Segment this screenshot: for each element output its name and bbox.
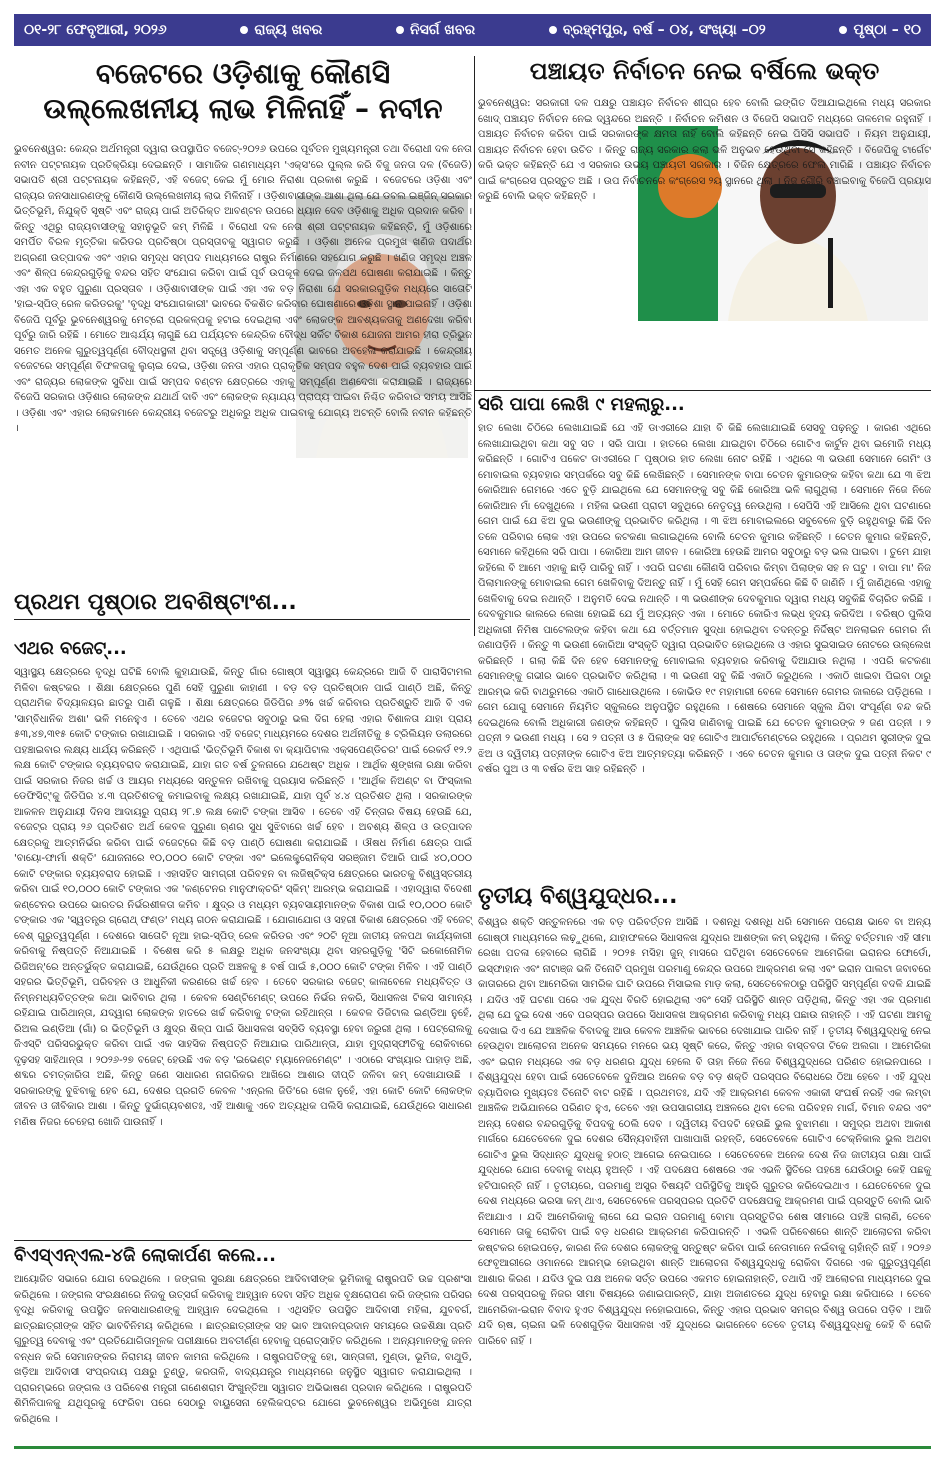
masthead-section-state: ରାଜ୍ୟ ଖବର	[234, 22, 322, 38]
budget-body: ସ୍ୱାସ୍ଥ୍ୟ କ୍ଷେତ୍ରରେ ବୃଦ୍ଧି ଘଟିଛି ବୋଲି କୁହାଯାଉଛି, କିନ୍ତୁ ଗାଁର ଗୋଷ୍ଠୀ ସ୍ୱାସ୍ଥ୍ୟ କେନ୍ଦ୍ରରେ ଆଜି ବି ପାରାସିଟାମଲ ମିଳିବା କଷ୍ଟକର । ଶିକ୍ଷା କ୍ଷେତ୍ରରେ ପୁଣି ସେହି ପୁରୁଣା କାହାଣୀ । ବଡ଼ ବଡ଼ ପ୍ରତିଷ୍ଠାନ ପାଇଁ ପାଣ୍ଠି ଅଛି, କିନ୍ତୁ ପ୍ରାଥମିକ ବିଦ୍ୟାଳୟର ଛାତରୁ ପାଣି ଗଳୁଛି । ଶିକ୍ଷା କ୍ଷେତ୍ରରେ ଜିଡିପିର ୬% ଖର୍ଚ୍ଚ କରିବାର ପ୍ରତିଶ୍ରୁତି ଆଜି ବି ଏକ 'ସାମ୍ବିଧାନିକ ଅଶା' ଭଳି ମନେହୁଏ । ତେବେ ଏଥର ବଜେଟର ସବୁଠାରୁ ଭଲ ଦିଗ ହେଲା ଏହାର ବିଶାଳତା ଯାହା ପ୍ରାୟ ୫୩,୪୭,୩୧୫ କୋଟି ଟଙ୍କାର ରଖାଯାଇଛି । ସରକାର ଏହି ବଜେଟ୍ ମାଧ୍ୟମରେ ଦେଶର ଅର୍ଥନୀତିକୁ ୫ ଟ୍ରିଲିୟନ ଡଲାରରେ ପହଞ୍ଚାଇବାର ଲକ୍ଷ୍ୟ ଧାର୍ଯ୍ୟ କରିଛନ୍ତି । ଏଥିପାଇଁ 'ଭିତ୍ତିଭୂମି ବିକାଶ ବା କ୍ୟାପିଟାଲ ଏକ୍ସପେଣ୍ଡିଚର' ପାଇଁ ରେକର୍ଡ ୧୨.୨ ଲକ୍ଷ କୋଟି ଟଙ୍କାର ବ୍ୟୟବରାଦ କରାଯାଇଛି, ଯାହା ଗତ ବର୍ଷ ତୁଳନାରେ ଯଥେଷ୍ଟ ଅଧିକ । ଆର୍ଥିକ ଶୃଙ୍ଖଳା ରକ୍ଷା କରିବା ପାଇଁ ସରକାର ନିଜର ଖର୍ଚ୍ଚ ଓ ଆୟର ମଧ୍ୟରେ ସନ୍ତୁଳନ ରଖିବାକୁ ପ୍ରୟାସ କରିଛନ୍ତି । 'ଆର୍ଥିକ ନିଅଣ୍ଟ ବା ଫିସ୍କାଲ ଡେଫିସିଟ୍'କୁ ଜିଡିପିର ୪.୩ ପ୍ରତିଶତକୁ କମାଇବାକୁ ଲକ୍ଷ୍ୟ ରଖାଯାଇଛି, ଯାହା ପୂର୍ବ ୪.୪ ପ୍ରତିଶତ ଥିଲା । ସରକାରଙ୍କ ଆକଳନ ଅନୁଯାୟୀ ଦିନସ ଆଦାୟରୁ ପ୍ରାୟ ୨୮.୭ ଲକ୍ଷ କୋଟି ଟଙ୍କା ଆସିବ । ତେବେ ଏହି ଚିନ୍ତାର ବିଷୟ ହେଉଛି ଯେ, ବଜେଟ୍‌ର ପ୍ରାୟ ୨୬ ପ୍ରତିଶତ ଅର୍ଥ କେବଳ ପୁରୁଣା ଋଣର ସୁଧ ସୁଝିବାରେ ଖର୍ଚ୍ଚ ହେବ । ଅବଶ୍ୟ ଶିଳ୍ପ ଓ ଉତ୍ପାଦନ କ୍ଷେତ୍ରକୁ ଆତ୍ମନିର୍ଭର କରିବା ପାଇଁ ବଜେଟ୍‌ରେ କିଛି ବଡ଼ ପାଣ୍ଠି ଘୋଷଣା କରାଯାଇଛି । ଔଷଧ ନିର୍ମାଣ କ୍ଷେତ୍ର ପାଇଁ 'ବାୟୋ-ଫାର୍ମା ଶକ୍ତି' ଯୋଜନାରେ ୧୦,୦୦୦ କୋଟି ଟଙ୍କା ଏବଂ ଇଲେକ୍ଟ୍ରୋନିକ୍ସ ସରଞ୍ଜାମ ତିଆରି ପାଇଁ ୪୦,୦୦୦ କୋଟି ଟଙ୍କାର ବ୍ୟୟବରାଦ ହୋଇଛି । ଏହାସହିତ ସାମଗ୍ରୀ ପରିବହନ ବା ଲଜିଷ୍ଟିକ୍ସ କ୍ଷେତ୍ରରେ ଭାରତକୁ ବିଶ୍ୱସ୍ତରୀୟ କରିବା ପାଇଁ ୧୦,୦୦୦ କୋଟି ଟଙ୍କାର ଏକ 'କଣ୍ଟେନର ମାନୁଫାକ୍ଚରିଂ ସ୍କିମ୍' ଆରମ୍ଭ କରାଯାଇଛି । ଏହାଦ୍ୱାରା ବିଦେଶୀ କଣ୍ଟେନର ଉପରେ ଭାରତର ନିର୍ଭରଶୀଳତା କମିବ । କ୍ଷୁଦ୍ର ଓ ମଧ୍ୟମ ବ୍ୟବସାୟୀମାନଙ୍କ ବିକାଶ ପାଇଁ ୧୦,୦୦୦ କୋଟି ଟଙ୍କାର ଏକ 'ସ୍ୱତନ୍ତ୍ର ଗ୍ରୋଥ୍ ଫଣ୍ଡ' ମଧ୍ୟ ଗଠନ କରାଯାଇଛି । ଯୋଗାଯୋଗ ଓ ସହରୀ ବିକାଶ କ୍ଷେତ୍ରରେ ଏହି ବଜେଟ୍ ବେଶ୍ ଗୁରୁତ୍ୱପୂର୍ଣ୍ଣ । ଦେଶରେ ସାତୋଟି ନୂଆ ହାଇ-ସ୍ପିଡ୍ ରେଳ କରିଡର ଏବଂ ୨୦ଟି ନୂଆ ଜାତୀୟ ଜଳପଥ କାର୍ଯ୍ୟକାରୀ କରିବାକୁ ନିଷ୍ପତ୍ତି ନିଆଯାଇଛି । ବିଶେଷ କରି ୫ ଲକ୍ଷରୁ ଅଧିକ ଜନସଂଖ୍ୟା ଥିବା ସହରଗୁଡ଼ିକୁ 'ସିଟି ଇକୋନୋମିକ ରିଜିଅନ୍'ରେ ଅନ୍ତର୍ଭୁକ୍ତ କରାଯାଇଛି, ଯେଉଁଥିରେ ପ୍ରତି ଅଞ୍ଚଳକୁ ୫ ବର୍ଷ ପାଇଁ ୫,୦୦୦ କୋଟି ଟଙ୍କା ମିଳିବ । ଏହି ପାଣ୍ଠି ସହରର ଭିତ୍ତିଭୂମି, ପରିବହନ ଓ ଆଧୁନିକୀ କରଣରେ ଖର୍ଚ୍ଚ ହେବ । ତେବେ ସରକାର ବଜେଟ୍ କାଳାବେଳେ ମଧ୍ୟବିତ୍ତ ଓ ନିମ୍ନମଧ୍ୟବିତ୍ତଙ୍କ କଥା ଭାବିବାର ଥିଲା । କେବଳ ସେଣ୍ଟିମେଣ୍ଟ୍ ଉପରେ ନିର୍ଭର ନକରି, ସିଧାସଳଖ ଟିକସ ସାମାନ୍ୟ ରହିଯାଇ ପାରିଥାନ୍ତା, ଯଦ୍ୱାରା ଲୋକଙ୍କ ହାତରେ ଖର୍ଚ୍ଚ କରିବାକୁ ଟଙ୍କା ରହିଥାନ୍ତା । କେବଳ ଡିଜିଟାଲ ଇଣ୍ଡିଆ ନୁହେଁ, ରିଅଲ ଇଣ୍ଡିଆ (ଗାଁ) ର ଭିତ୍ତିଭୂମି ଓ କ୍ଷୁଦ୍ର ଶିଳ୍ପ ପାଇଁ ସିଧାସଳଖ ସବ୍‌ସିଡି ବ୍ୟବସ୍ଥା ହେବା ଜରୁରୀ ଥିଲା । ପେଟ୍ରୋଲକୁ ଜିଏସ୍‌ଟି ପରିସରଭୁକ୍ତ କରିବା ପାଇଁ ଏକ ସାହସିକ ନିଷ୍ପତ୍ତି ନିଆଯାଇ ପାରିଥାନ୍ତା, ଯାହା ମୁଦ୍ରାସ୍ଫୀତିକୁ ରୋକିବାରେ ଦୃଢ଼ସହ ସାହିଥାନ୍ତା । ୨୦୨୬-୨୭ ବଜେଟ୍ ହେଉଛି ଏକ ବଡ଼ 'ଇଭେଣ୍ଟ ମ୍ୟାନେଜମେଣ୍ଟ' । ଏଠାରେ ସଂଖ୍ୟାର ପାହାଡ଼ ଅଛି, ଶବ୍ଦର ଚମତ୍କାରିତା ଅଛି, କିନ୍ତୁ ଜଣେ ସାଧାରଣ ନାଗରିକର ଆଖିରେ ଆଶାର ଦୀପ୍ତି ଜଳିବା କମ୍ ଦେଖାଯାଉଛି । ସରକାରଙ୍କୁ ବୁଝିବାକୁ ହେବ ଯେ, ଦେଶର ପ୍ରଗତି କେବଳ 'ଏନ୍ରଲ ଜିଡି'ରେ ଖେଳ ନୁହେଁ, ଏହା କୋଟି କୋଟି ଲୋକଙ୍କ ଜୀବନ ଓ ଜୀବିକାର ଆଶା । କିନ୍ତୁ ଦୁର୍ଭାଗ୍ୟବଶତଃ, ଏହି ଆଶାକୁ ଏବେ ଅତ୍ୟଧିକ ପଲିସି କରାଯାଇଛି, ଯେଉଁଥିରେ ସାଧାରଣ ମଣିଷ ନିଜର ଚେହେରା ଖୋଜି ପାଉନାହିଁ ।	[14, 667, 472, 1128]
issue-date: ୦୧-୨୮ ଫେବୃଆରୀ, ୨୦୨୬	[24, 22, 167, 38]
ww3-title: ତୃତୀୟ ବିଶ୍ୱଯୁଦ୍ଧର...	[478, 884, 678, 909]
ww3-story	[478, 884, 931, 1440]
bsnl-body: ଆୟୋଜିତ ସଭାରେ ଯୋଗ ଦେଇଥିଲେ । ଜଙ୍ଗଲ ସୁରକ୍ଷା କ୍ଷେତ୍ରରେ ଆଦିବାସୀଙ୍କ ଭୂମିକାକୁ ରାଷ୍ଟ୍ରପତି ଉଚ୍ଚ ପ୍ରଶଂସା କରିଥିଲେ । ଜଙ୍ଗଲ ସଂରକ୍ଷଣରେ ନିଜକୁ ଉତ୍ସର୍ଗ କରିବାକୁ ଆହ୍ୱାନ ଦେବା ସହିତ ଅଧିକ ବୃକ୍ଷରୋପଣ କରି ଜଙ୍ଗଲ ପରିସର ବୃଦ୍ଧି କରିବାକୁ ଉପସ୍ଥିତ ଜନସାଧାରଣଙ୍କୁ ଆହ୍ୱାନ ଦେଇଥିଲେ । ଏଥିସହିତ ଉପସ୍ଥିତ ଆଦିବାସୀ ମହିଳା, ଯୁବବର୍ଗ, ଛାତ୍ରଛାତ୍ରୀଙ୍କ ସହିତ ଭାବବିନିମୟ କରିଥିଲେ । ଛାତ୍ରଛାତ୍ରୀଙ୍କ ସହ ଭାବ ଆଦାନପ୍ରଦାନ ସମୟରେ ଉଚ୍ଚଶିକ୍ଷା ପ୍ରତି ଗୁରୁତ୍ୱ ଦେବାକୁ ଏବଂ ପ୍ରତିଯୋଗିତାମୂଳକ ପରୀକ୍ଷାରେ ଅବତୀର୍ଣ୍ଣ ହେବାକୁ ପ୍ରୋତ୍ସାହିତ କରିଥିଲେ । ଅନ୍ୟମାନଙ୍କୁ ଜନନ ବନ୍ଧନ କରି ସେମାନଙ୍କର ନିରାମୟ ଜୀବନ କାମନା କରିଥିଲେ । ରାଷ୍ଟ୍ରପତିଙ୍କୁ ହୋ, ସାନ୍ତାଳୀ, ମୁଣ୍ଡା, ଭୂମିଜ, ବାଥୁଡି, ଖଡ଼ିଆ ଆଦିବାସୀ ସଂପ୍ରଦାୟ ପକ୍ଷରୁ ତୁଣ୍ଡୁ, କରତାଳି, ବାଦ୍ୟଯନ୍ତ୍ର ମାଧ୍ୟମରେ ଜନୁସ୍ଥିତ ସ୍ୱାଗତ କରାଯାଇଥିଲା । ପ୍ରାରମ୍ଭରେ ଜଙ୍ଗଲ ଓ ପରିବେଶ ମନ୍ତ୍ରୀ ଗଣେଶରାମ ସିଂଖୁନ୍ତିଆ ସ୍ୱାଗତ ଅଭିଭାଷଣ ପ୍ରଦାନ କରିଥିଲେ । ରାଷ୍ଟ୍ରପତି ଶିମିଳିପାଳକୁ ଯଥିପୂରକୁ ଫେରିବା ପରେ ସେଠାରୁ ବାୟୁସେନା ହେଲିକପ୍ଟର ଯୋଗେ ଭୁବନେଶ୍ୱର ଅଭିମୁଖେ ଯାତ୍ରା କରିଥିଲେ ।	[14, 1274, 472, 1425]
section-rule	[474, 390, 931, 391]
bhakta-body: ଭୁବନେଶ୍ୱର: ସରକାରୀ ଦଳ ପକ୍ଷରୁ ପଞ୍ଚାୟତ ନିର୍ବାଚନ ଶୀଘ୍ର ହେବ ବୋଲି ଇଙ୍ଗିତ ଦିଆଯାଇଥିଲେ ମଧ୍ୟ ସରକାର ଖୋଦ୍ ପଞ୍ଚାୟତ ନିର୍ବାଚନ ନେଇ ଦ୍ୱନ୍ଦରେ ଅଛନ୍ତି । ନିର୍ବାଚନ କମିଶନ ଓ ବିଜେପି ସଭାପତି ମଧ୍ୟରେ ତାଳମେଳ ରହୁନାହିଁ । ପଞ୍ଚାୟତ ନିର୍ବାଚନ କରିବା ପାଇଁ ସରକାରଙ୍କ କ୍ଷମତା ନାହିଁ ବୋଲି କହିଛନ୍ତି ନେଇ ପିସିସି ସଭାପତି । ନିୟମ ଅନୁଯାୟୀ, ପଞ୍ଚାୟତ ନିର୍ବାଚନ ହେବା ଉଚିତ । କିନ୍ତୁ ରାଜ୍ୟ ସରକାର କଲା ଭଳି ଅନୁଭବ ହେଉଥିବା ସେ କହିଛନ୍ତି । ବିଜେପିକୁ ଟାର୍ଗେଟ କରି ଭକ୍ତ କହିଛନ୍ତି ଯେ ଏ ସରକାର ଉଭୟ ପଞ୍ଚାୟତୀ ସରକାର । ବିଜିନ କ୍ଷେତ୍ରରେ ଫେଲ ମାରିଛି । ପଞ୍ଚାୟତ ନିର୍ବାଚନ ପାଇଁ କଂଗ୍ରେସ ପ୍ରସ୍ତୁତ ଅଛି । ଉପ ନିର୍ବାଚନରେ କଂଗ୍ରେସ ୨ୟ ସ୍ଥାନରେ ଥିଲା । ନିଜ ଗୌରି ବଞ୍ଚାଇବାକୁ ବିଜେପି ପ୍ରୟାସ କରୁଛି ବୋଲି ଭକ୍ତ କହିଛନ୍ତି ।	[478, 98, 931, 202]
budget-title: ଏଥର ବଜେଟ୍...	[14, 638, 127, 659]
bullet-icon	[240, 26, 248, 34]
remainder-banner	[14, 590, 470, 620]
sorry-papa-body: ହାତ ଲେଖା ଚିଠିରେ ଲେଖାଯାଇଛି ଯେ ଏହି ଡାଏରୀରେ ଯାହା ବି କିଛି ଲେଖାଯାଇଛି ସେସବୁ ପଢ଼ନ୍ତୁ । କାରଣ ଏଥିରେ ଲେଖାଯାଇଥିବା କଥା ସବୁ ସତ । ସରି ପାପା । ହାତରେ ଲେଖା ଯାଇଥିବା ଚିଠିରେ ଗୋଟିଏ କାର୍ଟୁନ ଥିବା ଇମୋଜି ମଧ୍ୟ କରିଛନ୍ତି । ଗୋଟିଏ ପକେଟ ଡାଏରୀରେ ୮ ପୃଷ୍ଠାର ହାତ ଲେଖା ନୋଟ ରହିଛି । ଏଥିରେ ୩ ଭଉଣୀ ସେମାନେ ଗେମିଂ ଓ ମୋବାଇଲ ବ୍ୟବହାର ସମ୍ପର୍କରେ ସବୁ କିଛି ଲେଖିଛନ୍ତି । ସେମାନଙ୍କ ବାପା ଚେତନ କୁମାରଙ୍କ କହିବା କଥା ଯେ ୩ ଝିଅ କୋରିଆନ ଗେମରେ ଏତେ ବୁଡ଼ି ଯାଇଥିଲେ ଯେ ସେମାନଙ୍କୁ ସବୁ କିଛି କୋରିଆ ଭଳି ଲାଗୁଥିଲା । ସେମାନେ ନିଜେ ନିଜେ କୋରିଆନ ମାଁ ଦେଖୁଥିଲେ । ମହିଳା ଭଉଣୀ ପ୍ରାଚୀ ସବୁଥିରେ ନେତୃତ୍ୱ ନେଉଥିଲା । ସେପିସି ଏହି ଆସିଲେ ଥିବା ଘଟଣାରେ ଗେମ ପାଇଁ ଯେ ଝିଅ ଦୁଇ ଭଉଣୀଙ୍କୁ ପ୍ରଭାବିତ କରିଥିଲା । ୩ ଝିଅ ମୋବାଇଲରେ ସବୁବେଳେ ବୁଡ଼ି ରହୁଥିବାରୁ କିଛି ଦିନ ତଳେ ପରିବାର ଲୋକ ଏହା ଉପରେ କଟକଣା ଲଗାଇଥିଲେ ବୋଲି ଚେତନ କୁମାର କହିଛନ୍ତି । ଚେତନ କୁମାର କହିଛନ୍ତି, ସେମାନେ କହିଥିଲେ ସରି ପାପା । କୋରିଆ ଆମ ଜୀବନ । କୋରିଆ ହେଉଛି ଆମର ସବୁଠାରୁ ବଡ଼ ଭଲ ପାଇବା । ତୁମେ ଯାହା କହିଲେ ବି ଆମେ ଏହାକୁ ଛାଡ଼ି ପାରିବୁ ନାହିଁ । ଏପରି ଘଟଣା କୌଣସି ପରିବାର କିମ୍ବା ପିଲାଙ୍କ ସହ ନ ଘଟୁ । ବାପା ମା' ନିଜ ପିଲାମାନଙ୍କୁ ମୋବାଇଲ ଗେମ ଖେଳିବାକୁ ଦିଅନ୍ତୁ ନାହିଁ । ମୁଁ ସେହି ଗେମ ସମ୍ପର୍କରେ କିଛି ବି ଜାଣିନି । ମୁଁ ଜାଣିଥିଲେ ଏହାକୁ ଖେଳିବାକୁ ଦେଇ ନଥାନ୍ତି । ଅନୁମତି ଦେଇ ନଥାନ୍ତି । ୩ ଭଉଣୀଙ୍କ ଦେବକୁମାର ଦ୍ୱାରା ମଧ୍ୟ ସବୁକିଛି ବିଚାରିତ କରିଛି । ଦେବକୁମାର କାଲରେ ଲେଖା ହୋଇଛି ଯେ ମୁଁ ଅତ୍ୟନ୍ତ ଏକା । ମୋତେ କୋରିଏ ଲଭ୍ଧ ହୃଦୟ କରିଦିଅ । ବରିଷ୍ଠ ପୁଲିସ ଅଧିକାରୀ ନିମିଷ ପାଟେଲଙ୍କ କହିବା କଥା ଯେ ବର୍ତ୍ତମାନ ସୁଦ୍ଧା ହୋଇଥିବା ତଦନ୍ତରୁ ନିର୍ଦ୍ଦିଷ୍ଟ ଅନଲାଇନ ଗେମର ନାଁ ଜଣାପଡ଼ିନି । କିନ୍ତୁ ୩ ଭଉଣୀ କୋରିଆ ସଂସ୍କୃତି ଦ୍ୱାରା ପ୍ରଭାବିତ ହୋଇଥିଲେ ଓ ଏହାର ସୁଇସାଇଡ ନୋଟରେ ଉଲ୍ଲେଖ କରିଛନ୍ତି । ଗଲା କିଛି ଦିନ ହେବ ସେମାନଙ୍କୁ ମୋବାଇଲ ବ୍ୟବହାର କରିବାକୁ ଦିଆଯାଉ ନଥିଲା । ଏପରି କଟକଣା ସେମାନଙ୍କୁ ଗଭୀର ଭାବେ ପ୍ରଭାବିତ କରିଥିଲା । ୩ ଭଉଣୀ ସବୁ କିଛି ଏକାଠି କରୁଥିଲେ । ଏକାଠି ଖାଇବା ପିଇବା ଠାରୁ ଆରମ୍ଭ କରି ବାଥରୁମରେ ଏକାଠି ଗାଧୋଉଥିଲେ । କୋଭିଡ ୧୯ ମହାମାରୀ ବେଳେ ସେମାନେ ଗେମର ଜାଲରେ ପଡ଼ିଥିଲେ । ଗେମ ଯୋଗୁ ସେମାନେ ନିୟମିତ ସ୍କୁଲରେ ଅନୁପସ୍ଥିତ ରହୁଥିଲେ । ଶେଷରେ ସେମାନେ ସ୍କୁଲ ଯିବା ସଂପୂର୍ଣ୍ଣ ବନ୍ଦ କରି ଦେଇଥିଲେ ବୋଲି ଅଧିକାରୀ ଜଣଙ୍କ କହିଛନ୍ତି । ପୁଲିସ ଜାଣିବାକୁ ପାଇଛି ଯେ ଚେତନ କୁମାରଙ୍କ ୨ ଜଣ ପତ୍ନୀ । ୨ ପତ୍ନୀ ୨ ଭଉଣୀ ମଧ୍ୟ । ସେ ୨ ପତ୍ନୀ ଓ ୫ ପିଲାଙ୍କ ସହ ଗୋଟିଏ ଆପାର୍ଟମେଣ୍ଟରେ ରହୁଥିଲେ । ପ୍ରଥମ ସ୍ତ୍ରୀଙ୍କ ଦୁଇ ଝିଅ ଓ ଦ୍ୱିତୀୟ ପତ୍ନୀଙ୍କ ଗୋଟିଏ ଝିଅ ଆତ୍ମହତ୍ୟା କରିଛନ୍ତି । ଏବେ ଚେତନ କୁମାର ଓ ତାଙ୍କ ଦୁଇ ପତ୍ନୀ ନିକଟ ୯ ବର୍ଷର ପୁଅ ଓ ୩ ବର୍ଷର ଝିଅ ସାହ ରହିଛନ୍ତି ।	[478, 423, 931, 775]
column-divider	[474, 56, 475, 636]
sorry-papa-title: ସରି ପାପା ଲେଖି ୯ ମହଲାରୁ...	[478, 394, 685, 415]
naveen-story	[14, 56, 472, 586]
budget-story	[14, 638, 472, 1128]
bsnl-story	[14, 1240, 472, 1440]
masthead-bar	[14, 14, 931, 46]
remainder-title: ପ୍ରଥମ ପୃଷ୍ଠାର ଅବଶିଷ୍ଟାଂଶ...	[14, 590, 297, 615]
bullet-icon	[396, 26, 404, 34]
bottom-rule	[14, 1446, 931, 1449]
bullet-icon	[839, 26, 847, 34]
naveen-body: ଭୁବନେଶ୍ୱର: କେନ୍ଦ୍ର ଅର୍ଥମନ୍ତ୍ରୀ ଦ୍ୱାରା ଉପସ୍ଥାପିତ ବଜେଟ୍-୨୦୨୬ ଉପରେ ପୂର୍ବତନ ମୁଖ୍ୟମନ୍ତ୍ରୀ ତଥା ବିରୋଧୀ ଦଳ ନେତା ନବୀନ ପଟ୍ଟନାୟକ ପ୍ରତିକ୍ରିୟା ଦେଇଛନ୍ତି । ସାମାଜିକ ଗଣମାଧ୍ୟମ 'ଏକ୍ସ'ରେ ପୁଲ୍ଲ କରି ବିଜୁ ଜନତା ଦଳ (ବିଜେଡି) ସଭାପତି ଶ୍ରୀ ପଟ୍ଟନାୟକ କହିଛନ୍ତି, ଏହି ବଜେଟ୍ କେଇ ମୁଁ ମୋର ନିରାଶା ପ୍ରକାଶ କରୁଛି । ବଜେଟରେ ଓଡ଼ିଶା ଏବଂ ରାଜ୍ୟର ଜନସାଧାରଣଙ୍କୁ କୌଣସି ଉଲ୍ଲେଖନୀୟ ଲାଭ ମିଳିନାହିଁ । ଓଡ଼ିଶାବାସୀଙ୍କ ଆଶା ଥିଲା ଯେ ଡବଲ ଇଞ୍ଜିନ୍ ସରକାର ଭିତ୍ତିଭୂମି, ନିଯୁକ୍ତି ସୃଷ୍ଟି ଏବଂ ରାଜ୍ୟ ପାଇଁ ଅତିରିକ୍ତ ଆବଣ୍ଟନ ଉପରେ ଧ୍ୟାନ ଦେବ ଓଡ଼ିଶାକୁ ଅଧିକ ପ୍ରଦାନ କରିବ । କିନ୍ତୁ ଏଥିରୁ ରାଜ୍ୟବାସୀଙ୍କୁ ସହାନୁଭୂତି କମ୍ ମିଳିଛି । ବିରୋଧୀ ଦଳ ନେତା ଶ୍ରୀ ପଟ୍ଟନାୟକ କହିଛନ୍ତି, ମୁଁ ଓଡ଼ିଶାରେ ସମର୍ପିତ ବିରଳ ମୃତ୍ତିକା କରିଡର ପ୍ରତିଷ୍ଠା ପ୍ରସ୍ତାବକୁ ସ୍ୱାଗତ କରୁଛି । ଓଡ଼ିଶା ଅନେକ ପ୍ରମୁଖ ଖଣିଜ ପଦାର୍ଥର ଅଗ୍ରଣୀ ଉତ୍ପାଦକ ଏବଂ ଏହାର ସମୃଦ୍ଧ ସମ୍ପଦ ମାଧ୍ୟମରେ ରାଷ୍ଟ୍ର ନିର୍ମାଣରେ ସହଯୋଗ କରୁଛି । ଖଣିଜ ସମୃଦ୍ଧ ଅଞ୍ଚଳ ଏବଂ ଶିଳ୍ପ କେନ୍ଦ୍ରଗୁଡ଼ିକୁ ବନ୍ଦର ସହିତ ସଂଯୋଗ କରିବା ପାଇଁ ପୂର୍ବ ଉପକୂଳ ଦେଇ ଜଳପଥ ଘୋଷଣା କରାଯାଇଛି । କିନ୍ତୁ ଏହା ଏକ ବହୁତ ପୁରୁଣା ପ୍ରସ୍ତାବ । ଓଡ଼ିଶାବାସୀଙ୍କ ପାଇଁ ଏହା ଏକ ବଡ଼ ନିରାଶା ଯେ ସରକାରଗୁଡ଼ିକ ମଧ୍ୟରେ ସାତୋଟି 'ହାଇ-ସ୍ପିଡ୍ ରେଳ କରିଡରକୁ' 'ବୃଦ୍ଧି ସଂଯୋଗକାରୀ' ଭାବରେ ବିକଶିତ କରିବାର ଘୋଷଣାରେ ଓଡ଼ିଶା ସ୍ଥାନ ପାଇନାହିଁ । ଓଡ଼ିଶା ବିଜେପି ପୂର୍ବରୁ ଭୁବନେଶ୍ୱରକୁ ମେଟ୍ରୋ ପ୍ରକଳ୍ପକୁ ହଟାଇ ଦେଇଥିଲା ଏବଂ ଲୋକଙ୍କ ଆବଶ୍ୟକତାକୁ ଅଣଦେଖା କରିବା ପୂର୍ବରୁ ଜାରି ରହିଛି । ମୋତେ ଆଶ୍ଚର୍ଯ୍ୟ ଲାଗୁଛି ଯେ ପର୍ଯ୍ୟଟନ କେନ୍ଦ୍ରିକ ବୌଦ୍ଧ ସର୍କିଟ ବିକାଶ ଯୋଜନା ଆମର ହୀରା ତ୍ରିଭୁଜ ସମେତ ଅନେକ ଗୁରୁତ୍ୱପୂର୍ଣ୍ଣ ବୌଦ୍ଧସ୍ଥଳୀ ଥିବା ସତ୍ତ୍ୱେ ଓଡ଼ିଶାକୁ ସମ୍ପୂର୍ଣ୍ଣ ଭାବରେ ଅବହେଳା କରାଯାଇଛି । କେନ୍ଦ୍ରୀୟ ବଜେଟରେ ସମ୍ପୂର୍ଣ୍ଣ ବିଫଳତାକୁ ଲୁଚାଇ ଦେଇ, ଓଡ଼ିଶା ଜନତା ଏହାର ପ୍ରାକୃତିକ ସମ୍ପଦ ବହୁଳ ଦେଶ ପାଇଁ ବ୍ୟବହାର ପାଇଁ ଏବଂ ରାଜ୍ୟର ଲୋକଙ୍କ ସୁବିଧା ପାଇଁ ସମ୍ପଦ ବଣ୍ଟନ କ୍ଷେତ୍ରରେ ଏହାକୁ ସମ୍ପୂର୍ଣ୍ଣ ଅଣଦେଖା କରାଯାଇଛି । ରାଜ୍ୟରେ ବିଜେପି ସରକାର ଓଡ଼ିଶାର ଲୋକଙ୍କ ଯଥାର୍ଥ ଦାବି ଏବଂ ଲୋକଙ୍କ ନ୍ୟାଯ୍ୟ ପ୍ରାପ୍ୟ ପାଇବା ନିଶ୍ଚିତ କରିବାର ସମୟ ଆସିଛି । ଓଡ଼ିଶା ଏବଂ ଏହାର ଲୋକମାନେ କେନ୍ଦ୍ରୀୟ ବଜେଟରୁ ଅଧିକରୁ ଅଧିକ ପାଇବାକୁ ଯୋଗ୍ୟ ଅଟନ୍ତି ବୋଲି ନବୀନ କହିଛନ୍ତି ।	[14, 144, 472, 434]
masthead-section-nisarg: ନିସର୍ଗ ଖବର	[390, 22, 475, 38]
budget-continuation	[14, 940, 472, 1236]
ww3-body: ବିଶ୍ୱର ଶକ୍ତି ସନ୍ତୁଳନରେ ଏକ ବଡ଼ ପରିବର୍ତ୍ତନ ଆସିଛି । ଦଶନ୍ଧି ଦଶନ୍ଧି ଧରି ସେମାନେ ପରୋକ୍ଷ ଭାବେ ବା ଅନ୍ୟ ଗୋଷ୍ଠୀ ମାଧ୍ୟମରେ ଲଢ଼ୁଥିଲେ, ଯାହାଫଳରେ ସିଧାସଳଖ ଯୁଦ୍ଧର ଆଶଙ୍କା କମ୍ ରହୁଥିଲା । କିନ୍ତୁ ବର୍ତ୍ତମାନ ଏହି ସୀମା ରେଖା ପତଳା ହେବାରେ ଲାଗିଛି । ୨୦୨୫ ମସିହା ଜୁନ୍ ମାସରେ ଘଟିଥିବା ସେତେବେଳେ ଆମେରିକା ଇରାନର ଫୋର୍ଡୋ, ଇସ୍‌ଫାହାନ ଏବଂ ନାଟାଞ୍ଜ ଭଳି ତିନୋଟି ପ୍ରମୁଖ ପରମାଣୁ କେନ୍ଦ୍ର ଉପରେ ଆକ୍ରମଣ କଲା ଏବଂ ଇରାନ ପାଲଟା ଜବାବରେ କାତାରରେ ଥିବା ଆମେରିକା ସାମରିକ ଘାଟି ଉପରେ ମିସାଇଲ ମାଡ଼ କଲା, ସେତେବେଳଠାରୁ ପରିସ୍ଥିତି ସମ୍ପୂର୍ଣ୍ଣ ବଦଳି ଯାଇଛି । ଯଦିଓ ଏହି ଘଟଣା ପରେ ଏକ ଯୁଦ୍ଧ ବିରତି ହୋଇଥିଲା ଏବଂ ସେହି ପରିସ୍ଥିତି ଶାନ୍ତ ପଡ଼ିଥିଲା, କିନ୍ତୁ ଏହା ଏକ ପ୍ରମାଣ ଥିଲା ଯେ ଦୁଇ ଦେଶ ଏବେ ପରସ୍ପର ଉପରେ ସିଧାସଳଖ ଆକ୍ରମଣ କରିବାକୁ ମଧ୍ୟ ପଛାଉ ନାହାନ୍ତି । ଏହି ଘଟଣା ଆମକୁ ଦେଖାଇ ଦିଏ ଯେ ଆଞ୍ଚଳିକ ବିବାଦକୁ ଆଉ କେବଳ ଆଞ୍ଚଳିକ ଭାବରେ ଦେଖାଯାଇ ପାରିବ ନାହିଁ । ତୃତୀୟ ବିଶ୍ୱଯୁଦ୍ଧକୁ ନେଇ ହେଉଥିବା ଆଲୋଚନା ଅନେକ ସମୟରେ ମନରେ ଭୟ ସୃଷ୍ଟି କରେ, କିନ୍ତୁ ଏହାର ବାସ୍ତବତା ଟିକେ ଅଲଗା । ଆମେରିକା ଏବଂ ଇରାନ ମଧ୍ୟରେ ଏକ ବଡ଼ ଧରଣର ଯୁଦ୍ଧ ହେଲେ ବି ତାହା ନିଜେ ନିଜେ ବିଶ୍ୱଯୁଦ୍ଧରେ ପରିଣତ ହୋଇନପାରେ । ବିଶ୍ୱଯୁଦ୍ଧ ହେବା ପାଇଁ ସେତେବେଳେ ଦୁନିଆର ଅନେକ ବଡ଼ ବଡ଼ ଶକ୍ତି ପରସ୍ପର ବିରୋଧରେ ଠିଆ ହେବେ । ଏହି ଯୁଦ୍ଧ ବ୍ୟାପିବାର ମୁଖ୍ୟତଃ ତିନୋଟି ବାଟ ରହିଛି । ପ୍ରଥମତଃ, ଯଦି ଏହି ଆକ୍ରମଣ କେବଳ ଏକାକୀ ସଂଘର୍ଷ ନରହି ଏକ ଲମ୍ବା ଆଞ୍ଚଳିକ ଅଭିଯାନରେ ପରିଣତ ହୁଏ, ତେବେ ଏହା ଉପସାଗରୀୟ ଅଞ୍ଚଳରେ ଥିବା ତେଲ ପରିବହନ ମାର୍ଗ, ବିମାନ ବନ୍ଦର ଏବଂ ଅନ୍ୟ ଦେଶର ବନ୍ଦରଗୁଡ଼ିକୁ ବିପଦକୁ ଠେଲି ଦେବ । ଦ୍ୱିତୀୟ ବିପଦଟି ହେଉଛି ଭୁଲ ବୁଝାମଣା । ସମୁଦ୍ର ଅଥବା ଆକାଶ ମାର୍ଗରେ ଯେତେବେଳେ ଦୁଇ ଦେଶର ସୈନ୍ୟବାହିନୀ ପାଖାପାଖି ରହନ୍ତି, ସେତେବେଳେ ଗୋଟିଏ ଟେକ୍ନିକାଲ ଭୁଲ ଅଥବା ଗୋଟିଏ ଭୁଲ ସିଦ୍ଧାନ୍ତ ଯୁଦ୍ଧକୁ ହଠାତ୍ ଆଗେଇ ନେଇପାରେ । ସେତେବେଳେ ଅନେକ ଦେଶ ନିଜ ଜାତୀୟତା ରକ୍ଷା ପାଇଁ ଯୁଦ୍ଧରେ ଯୋଗ ଦେବାକୁ ବାଧ୍ୟ ହୁଅନ୍ତି । ଏହି ପଦକ୍ଷେପ ଶେଷରେ ଏକ ଏଭଳି ସ୍ଥିତିରେ ପହଞ୍ଚେ ଯେଉଁଠାରୁ କେହି ପଛକୁ ହଟିପାରନ୍ତି ନାହିଁ । ତୃତୀୟରେ, ପରମାଣୁ ଅସ୍ତ୍ର ବିଷୟଟି ପରିସ୍ଥିତିକୁ ଆହୁରି ଗୁରୁତର କରିଦେଇଥାଏ । ଯେତେବେଳେ ଦୁଇ ଦେଶ ମଧ୍ୟରେ ଭରସା କମ୍ ଥାଏ, ସେତେବେଳେ ପରସ୍ପରର ପ୍ରତିଟି ପଦକ୍ଷେପକୁ ଆକ୍ରମଣ ପାଇଁ ପ୍ରସ୍ତୁତି ବୋଲି ଭାବି ନିଆଯାଏ । ଯଦି ଆମେରିକାକୁ ଲାଗେ ଯେ ଇରାନ ପରମାଣୁ ବୋମା ପ୍ରସ୍ତୁତିର ଶେଷ ସୀମାରେ ପହଞ୍ଚି ଗଲାଣି, ତେବେ ସେମାନେ ତାକୁ ରୋକିବା ପାଇଁ ବଡ଼ ଧରଣର ଆକ୍ରମଣ କରିପାରନ୍ତି । ଏଭଳି ପରିବେଶରେ ଶାନ୍ତି ଆଲୋଚନା କରିବା କଷ୍ଟକର ହୋଇପଡ଼େ, କାରଣ ନିଜ ଦେଶର ଲୋକଙ୍କୁ ସନ୍ତୁଷ୍ଟ କରିବା ପାଇଁ ନେତାମାନେ ନଇଁବାକୁ ଚାହାଁନ୍ତି ନାହିଁ । ୨୦୨୬ ଫେବୃଆରୀରେ ଓମାନରେ ଆରମ୍ଭ ହୋଇଥିବା ଶାନ୍ତି ଆଲୋଚନା ବିଶ୍ୱଯୁଦ୍ଧକୁ ରୋକିବା ଦିଗରେ ଏକ ଗୁରୁତ୍ୱପୂର୍ଣ୍ଣ ଆଶାର କିରଣ । ଯଦିଓ ଦୁଇ ପକ୍ଷ ଅନେକ ସର୍ତ୍ତ ଉପରେ ଏକମତ ହୋଇନାହାନ୍ତି, ତଥାପି ଏହି ଆଲୋଚନା ମାଧ୍ୟମରେ ଦୁଇ ଦେଶ ପରସ୍ପରକୁ ନିଜର ସୀମା ବିଷୟରେ ଜଣାଇପାରନ୍ତି, ଯାହା ଅଜାଣତରେ ଯୁଦ୍ଧ ହେବାରୁ ରକ୍ଷା କରିପାରେ । ତେବେ ଆମେରିକା-ଇରାନ ବିବାଦ ହୁଏତ ବିଶ୍ୱଯୁଦ୍ଧ ନହୋଇପାରେ, କିନ୍ତୁ ଏହାର ପ୍ରଭାବ ସମଗ୍ର ବିଶ୍ୱ ଉପରେ ପଡ଼ିବ । ଆଜି ଯଦି ଋଷ, ଚାଇନା ଭଳି ଦେଶଗୁଡ଼ିକ ସିଧାସଳଖ ଏହି ଯୁଦ୍ଧରେ ଭାଗନେବେ ତେବେ ତୃତୀୟ ବିଶ୍ୱଯୁଦ୍ଧକୁ କେହି ବି ରୋକି ପାରିବେ ନାହିଁ ।	[478, 917, 931, 1347]
bsnl-title: ବିଏସ୍ଏନ୍ଏଲ-୪ଜି ଲୋକାର୍ପଣ କଲେ...	[14, 1240, 472, 1266]
bullet-icon	[549, 26, 557, 34]
naveen-headline: ବଜେଟରେ ଓଡ଼ିଶାକୁ କୌଣସି ଉଲ୍ଲେଖନୀୟ ଲାଭ ମିଳିନାହିଁ – ନବୀନ	[43, 57, 443, 125]
sorry-papa-story	[478, 394, 931, 874]
bhakta-story	[478, 56, 931, 386]
bhakta-headline: ପଞ୍ଚାୟତ ନିର୍ବାଚନ ନେଇ ବର୍ଷିଲେ ଭକ୍ତ	[529, 57, 880, 85]
masthead-issue: ବ୍ରହ୍ମପୁର, ବର୍ଷ – ୦୪, ସଂଖ୍ୟା –୦୨	[543, 22, 766, 38]
page-number: ପୃଷ୍ଠା – ୧୦	[833, 22, 921, 38]
